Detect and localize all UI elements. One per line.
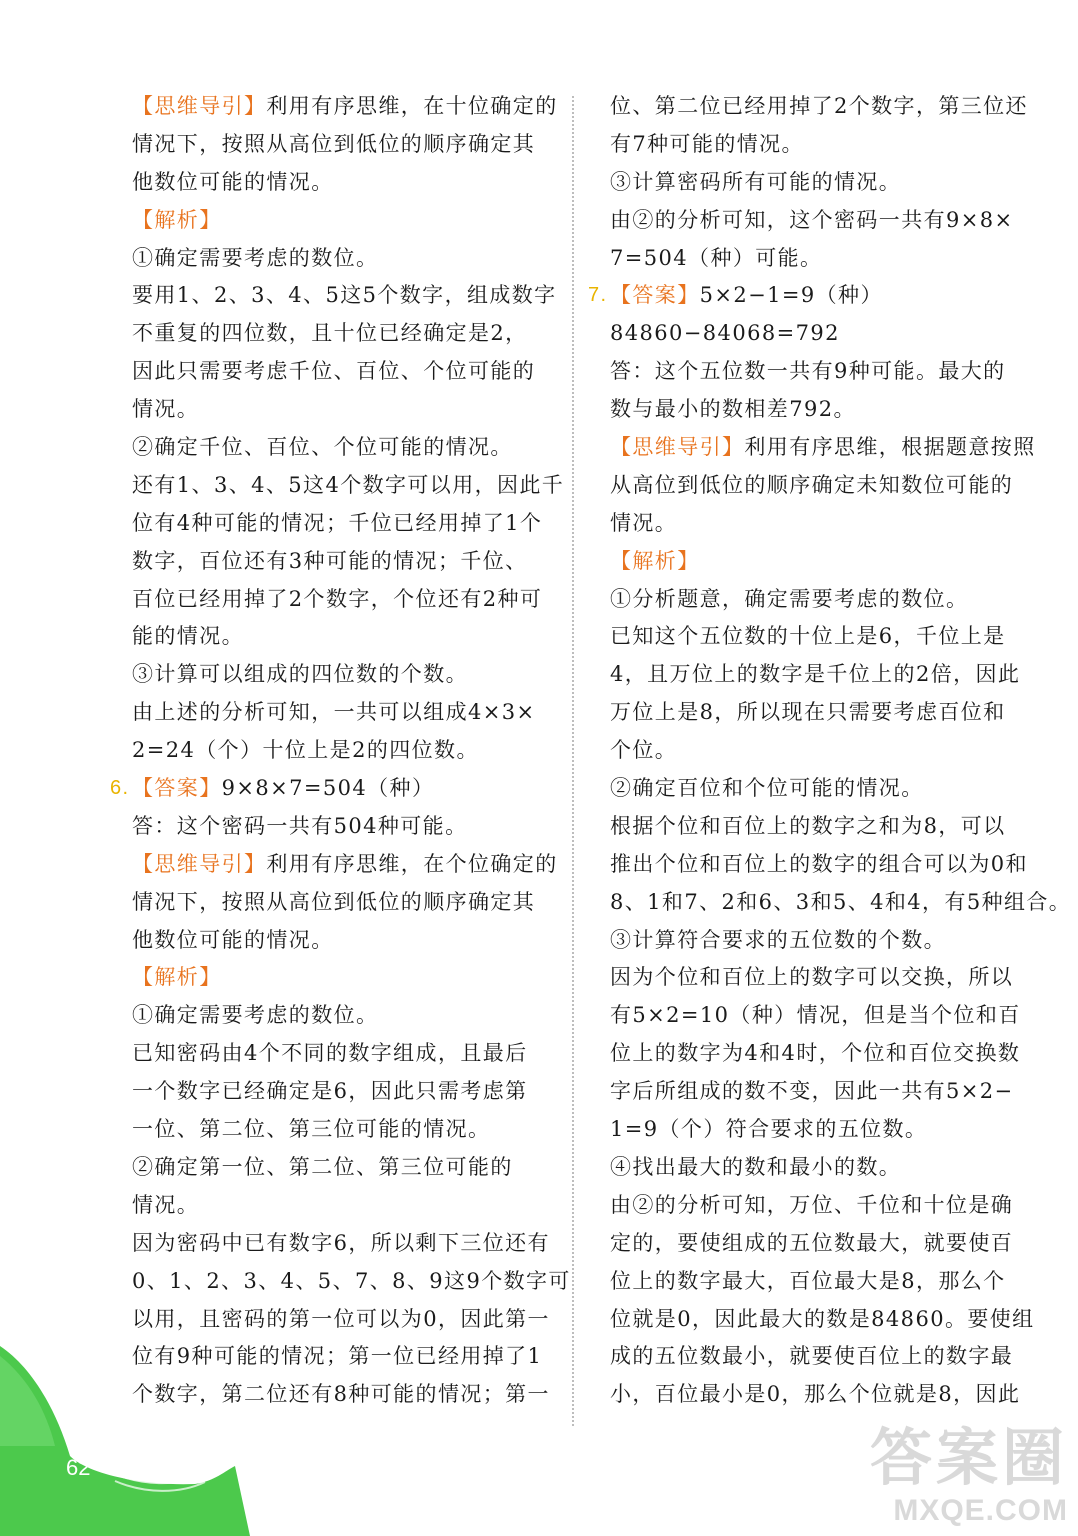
line-text: ③计算可以组成的四位数的个数。: [132, 662, 468, 687]
text-line: [610, 543, 1035, 581]
text-line: [610, 315, 1035, 353]
text-line: [132, 467, 565, 505]
text-line: [132, 164, 552, 202]
text-line: [132, 656, 552, 694]
text-line: [588, 277, 1035, 315]
text-line: [610, 202, 1035, 240]
line-text: 答：这个五位数一共有9种可能。最大的: [610, 359, 1006, 384]
text-line: [610, 391, 1035, 429]
line-text: 位、第二位已经用掉了2个数字，第三位还: [610, 94, 1028, 118]
line-text: 8、1和7、2和6、3和5、4和4，有5种组合。: [610, 889, 1072, 914]
section-tag: 【解析】: [132, 207, 222, 232]
line-text: 由上述的分析可知，一共可以组成4×3×: [132, 700, 536, 725]
line-text: 9×8×7=504（种）: [221, 776, 435, 801]
line-text: 位上的数字为4和4时，个位和百位交换数: [610, 1041, 1021, 1066]
text-line: [132, 808, 552, 846]
text-line: [610, 1263, 1035, 1301]
text-line: [610, 1225, 1035, 1263]
line-text: 数字，百位还有3种可能的情况；千位、: [132, 548, 528, 573]
line-text: 84860−84068=792: [610, 321, 840, 346]
line-text: 他数位可能的情况。: [132, 927, 334, 952]
text-line: [132, 694, 552, 732]
line-text: 情况。: [610, 510, 678, 535]
text-line: [610, 353, 1035, 391]
watermark-logo-text: 答案圈: [869, 1424, 1068, 1493]
text-line: [132, 1225, 552, 1263]
line-text: 由②的分析可知，万位、千位和十位是确: [610, 1192, 1014, 1217]
text-line: [132, 1263, 571, 1301]
line-text: ①确定需要考虑的数位。: [132, 1003, 379, 1028]
section-tag: 【思维导引】: [132, 851, 267, 876]
line-text: 7=504（种）可能。: [610, 245, 823, 270]
section-tag: 【解析】: [610, 548, 700, 573]
line-text: 5×2−1=9（种）: [699, 283, 883, 308]
question-number: 6.: [110, 777, 130, 800]
line-text: ②确定千位、百位、个位可能的情况。: [132, 435, 513, 460]
column-divider: [572, 96, 574, 1426]
text-line: [610, 959, 1035, 997]
line-text: 利用有序思维，在个位确定的: [266, 851, 558, 876]
section-tag: 【思维导引】: [132, 94, 267, 118]
line-text: 位就是0，因此最大的数是84860。要使组: [610, 1306, 1035, 1331]
text-line: [610, 88, 1035, 126]
line-text: ②确定第一位、第二位、第三位可能的: [132, 1154, 513, 1179]
text-line: [610, 770, 1035, 808]
line-text: 数与最小的数相差792。: [610, 397, 856, 422]
text-line: [610, 694, 1035, 732]
line-text: 要用1、2、3、4、5这5个数字，组成数字: [132, 283, 557, 308]
text-line: [610, 1111, 1035, 1149]
text-line: [132, 391, 552, 429]
text-line: [132, 1301, 552, 1339]
text-line: [132, 202, 552, 240]
line-text: 情况下，按照从高位到低位的顺序确定其: [132, 889, 536, 914]
line-text: 因此只需要考虑千位、百位、个位可能的: [132, 359, 536, 384]
text-line: [610, 467, 1035, 505]
line-text: 位有9种可能的情况；第一位已经用掉了1: [132, 1344, 543, 1369]
line-text: 因为密码中已有数字6，所以剩下三位还有: [132, 1230, 550, 1255]
line-text: 一位、第二位、第三位可能的情况。: [132, 1117, 491, 1142]
text-line: [132, 353, 552, 391]
line-text: 以用，且密码的第一位可以为0，因此第一: [132, 1306, 550, 1331]
line-text: 推出个位和百位上的数字的组合可以为0和: [610, 851, 1028, 876]
text-line: [132, 1111, 552, 1149]
line-text: 百位已经用掉了2个数字，个位还有2种可: [132, 586, 543, 611]
line-text: 已知密码由4个不同的数字组成，且最后: [132, 1041, 528, 1066]
text-line: [610, 1187, 1035, 1225]
line-text: 小，百位最小是0，那么个位就是8，因此: [610, 1382, 1021, 1407]
line-text: 不重复的四位数，且十位已经确定是2，: [132, 321, 528, 346]
line-text: 由②的分析可知，这个密码一共有9×8×: [610, 207, 1014, 232]
line-text: 情况下，按照从高位到低位的顺序确定其: [132, 131, 536, 156]
line-text: 位有4种可能的情况；千位已经用掉了1个: [132, 510, 543, 535]
text-line: [610, 581, 1035, 619]
line-text: ④找出最大的数和最小的数。: [610, 1154, 902, 1179]
text-line: [132, 1187, 552, 1225]
line-text: 情况。: [132, 397, 200, 422]
question-number: 7.: [588, 284, 608, 307]
left-column: [110, 88, 571, 1414]
line-text: ③计算符合要求的五位数的个数。: [610, 927, 946, 952]
text-line: [132, 126, 552, 164]
text-line: [132, 997, 552, 1035]
line-text: 还有1、3、4、5这4个数字可以用，因此千: [132, 472, 565, 497]
text-line: [610, 1149, 1035, 1187]
page-corner-decoration: [0, 1346, 270, 1536]
text-line: [132, 959, 552, 997]
text-line: [610, 846, 1035, 884]
line-text: 从高位到低位的顺序确定未知数位可能的: [610, 472, 1014, 497]
line-text: 字后所组成的数不变，因此一共有5×2−: [610, 1079, 1014, 1104]
line-text: 万位上是8，所以现在只需要考虑百位和: [610, 700, 1006, 725]
page-number: 62: [66, 1455, 91, 1480]
text-line: [610, 656, 1035, 694]
text-line: [610, 505, 1035, 543]
section-tag: 【答案】: [610, 283, 700, 308]
text-line: [110, 770, 552, 808]
section-tag: 【答案】: [132, 776, 222, 801]
text-line: [610, 808, 1035, 846]
line-text: ①确定需要考虑的数位。: [132, 245, 379, 270]
watermark-logo-url: MXQE.COM: [893, 1494, 1068, 1527]
line-text: 利用有序思维，根据题意按照: [744, 435, 1036, 460]
text-line: [132, 732, 552, 770]
text-line: [132, 581, 552, 619]
text-line: [610, 922, 1035, 960]
text-line: [610, 732, 1035, 770]
text-line: [610, 618, 1035, 656]
text-line: [610, 1338, 1035, 1376]
line-text: 有5×2=10（种）情况，但是当个位和百: [610, 1003, 1021, 1028]
line-text: 成的五位数最小，就要使百位上的数字最: [610, 1344, 1014, 1369]
watermark-logo: [868, 1408, 1068, 1528]
text-line: [132, 618, 552, 656]
line-text: 能的情况。: [132, 624, 244, 649]
text-line: [132, 543, 552, 581]
line-text: 已知这个五位数的十位上是6，千位上是: [610, 624, 1006, 649]
text-line: [132, 505, 552, 543]
line-text: 1=9（个）符合要求的五位数。: [610, 1117, 928, 1142]
line-text: 利用有序思维，在十位确定的: [266, 94, 558, 118]
text-line: [132, 315, 552, 353]
line-text: 位上的数字最大，百位最大是8，那么个: [610, 1268, 1006, 1293]
text-line: [132, 240, 552, 278]
line-text: 个位。: [610, 738, 678, 763]
text-line: [610, 1301, 1035, 1339]
section-tag: 【思维导引】: [610, 435, 745, 460]
text-line: [610, 1073, 1035, 1111]
text-line: [610, 164, 1035, 202]
text-line: [132, 922, 552, 960]
line-text: 0、1、2、3、4、5、7、8、9这9个数字可: [132, 1268, 571, 1293]
section-tag: 【解析】: [132, 965, 222, 990]
text-line: [610, 1035, 1035, 1073]
text-line: [132, 277, 557, 315]
line-text: 定的，要使组成的五位数最大，就要使百: [610, 1230, 1014, 1255]
line-text: 一个数字已经确定是6，因此只需考虑第: [132, 1079, 528, 1104]
line-text: 情况。: [132, 1192, 200, 1217]
line-text: ①分析题意，确定需要考虑的数位。: [610, 586, 969, 611]
line-text: 4，且万位上的数字是千位上的2倍，因此: [610, 662, 1021, 687]
text-line: [132, 1073, 552, 1111]
line-text: 根据个位和百位上的数字之和为8，可以: [610, 813, 1006, 838]
text-line: [610, 126, 1035, 164]
text-line: [132, 846, 558, 884]
right-column: [588, 88, 1072, 1414]
text-line: [610, 884, 1072, 922]
line-text: 有7种可能的情况。: [610, 131, 804, 156]
text-line: [132, 1035, 552, 1073]
text-line: [610, 429, 1035, 467]
text-line: [610, 240, 1035, 278]
text-line: [132, 88, 558, 126]
line-text: 因为个位和百位上的数字可以交换，所以: [610, 965, 1014, 990]
text-line: [132, 884, 552, 922]
line-text: ②确定百位和个位可能的情况。: [610, 776, 924, 801]
text-line: [132, 1149, 552, 1187]
line-text: 2=24（个）十位上是2的四位数。: [132, 738, 479, 763]
line-text: 他数位可能的情况。: [132, 169, 334, 194]
text-line: [132, 429, 552, 467]
line-text: ③计算密码所有可能的情况。: [610, 169, 902, 194]
text-line: [610, 997, 1035, 1035]
line-text: 个数字，第二位还有8种可能的情况；第一: [132, 1382, 550, 1407]
line-text: 答：这个密码一共有504种可能。: [132, 813, 468, 838]
